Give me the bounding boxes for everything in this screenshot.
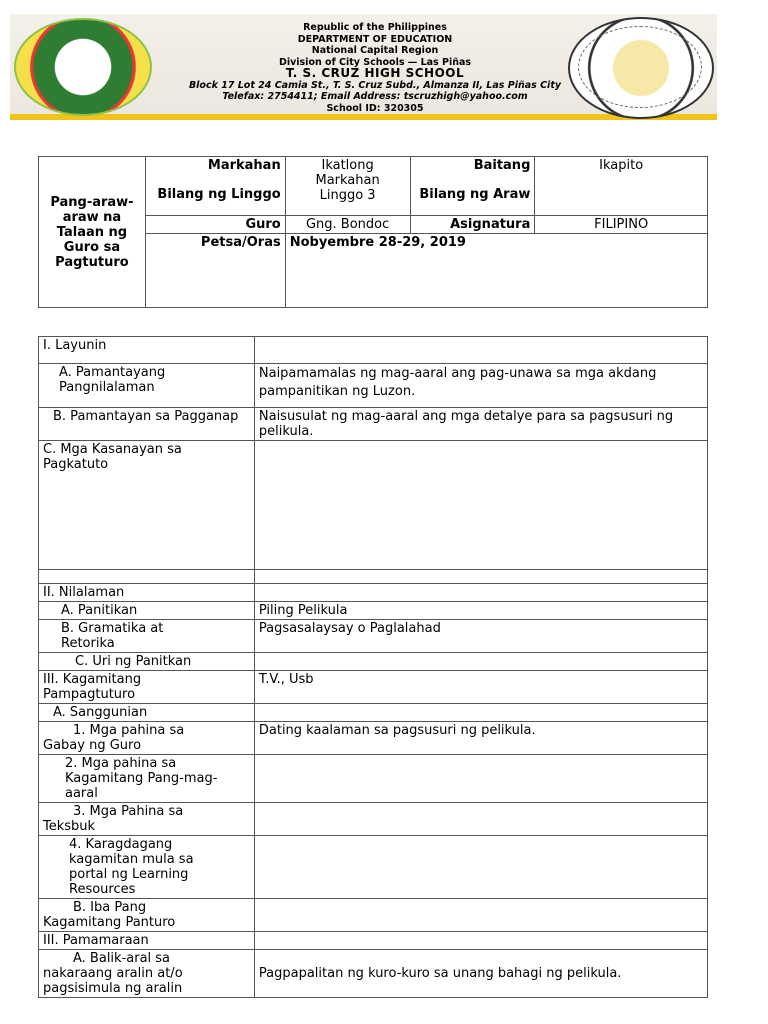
asignatura-label: Asignatura [410,216,535,234]
table-row [39,671,708,704]
row-value: T.V., Usb [254,671,707,704]
header-line-contact: Telefax: 2754411; Email Address: tscruzhigh@yahoo.com [222,91,528,102]
row-label-karagdagang-kagamitan: 4. Karagdagang kagamitan mula sa portal ng Learning Resources [39,836,255,899]
row-value: Naipamamalas ng mag-aaral ang pag-unawa sa mga akdang pampanitikan ng Luzon. [254,364,707,408]
header-text [175,22,575,114]
row-label-panitikan: A. Panitikan [39,602,255,620]
table-row [39,950,708,998]
petsa-label: Petsa/Oras [145,234,285,308]
row-label-pamantayang-pangnilalaman: A. Pamantayang Pangnilalaman [39,364,255,408]
table-row [39,899,708,932]
table-row [39,620,708,653]
row-value [254,653,707,671]
table-row [39,570,708,584]
row-label-nilalaman: II. Nilalaman [39,584,255,602]
baitang-label: Baitang Bilang ng Araw [410,157,535,216]
row-value [254,704,707,722]
row-value [254,836,707,899]
banner-stripe [10,114,717,120]
header-line-division: Division of City Schools — Las Piñas [278,56,472,68]
row-label-balik-aral: A. Balik-aral sa nakaraang aralin at/o pagsisimula ng aralin [39,950,255,998]
row-value [254,803,707,836]
table-row [39,803,708,836]
division-seal-ring [578,26,702,108]
table-row [39,584,708,602]
table-row [39,441,708,570]
row-value [254,932,707,950]
guro-value: Gng. Bondoc [285,216,410,234]
table-row [39,337,708,364]
header-line-school: T. S. CRUZ HIGH SCHOOL [285,66,465,80]
table-row [39,602,708,620]
header-line-republic: Republic of the Philippines [303,22,447,33]
bilang-linggo-value: Linggo 3 [319,188,376,203]
row-label-kagamitang-pampagtuturo: III. Kagamitang Pampagtuturo [39,671,255,704]
row-value: Dating kaalaman sa pagsusuri ng pelikula. [254,722,707,755]
bilang-linggo-label: Bilang ng Linggo [157,187,281,202]
row-label-sanggunian: A. Sanggunian [39,704,255,722]
header-line-region: National Capital Region [311,45,439,56]
row-value: Piling Pelikula [254,602,707,620]
row-label-iba-pang-kagamitan: B. Iba Pang Kagamitang Panturo [39,899,255,932]
row-value [254,337,707,364]
row-label-gramatika: B. Gramatika at Retorika [39,620,255,653]
row-label-gabay-ng-guro: 1. Mga pahina sa Gabay ng Guro [39,722,255,755]
table-row [39,704,708,722]
guro-label: Guro [145,216,285,234]
header-line-school-id: School ID: 320305 [326,102,424,114]
row-value: Pagpapalitan ng kuro-kuro sa unang bahagi ng pelikula. [254,950,707,998]
table-row [39,653,708,671]
row-value [254,570,707,584]
lesson-plan-table [38,336,708,998]
row-label-mga-kasanayan: C. Mga Kasanayan sa Pagkatuto [39,441,255,570]
bilang-araw-label: Bilang ng Araw [419,187,531,202]
row-label-kagamitang-pang-mag-aaral: 2. Mga pahina sa Kagamitang Pang-mag-aaral [39,755,255,803]
markahan-value: Ikatlong Markahan Linggo 3 [285,157,410,216]
row-value [254,899,707,932]
row-value: Naisusulat ng mag-aaral ang mga detalye para sa pagsusuri ng pelikula. [254,408,707,441]
row-label-teksbuk: 3. Mga Pahina sa Teksbuk [39,803,255,836]
markahan-label: Markahan Bilang ng Linggo [145,157,285,216]
row-label-pamantayan-sa-pagganap: B. Pamantayan sa Pagganap [39,408,255,441]
baitang-value: Ikapito [535,157,708,216]
row-label-uri-ng-panitikan: C. Uri ng Panitkan [39,653,255,671]
asignatura-value: FILIPINO [535,216,708,234]
school-logo [14,18,152,116]
table-row [39,836,708,899]
table-row [39,722,708,755]
petsa-value: Nobyembre 28-29, 2019 [285,234,707,308]
row-label-blank [39,570,255,584]
table-row [39,364,708,408]
row-value: Pagsasalaysay o Paglalahad [254,620,707,653]
row-value [254,584,707,602]
row-value [254,441,707,570]
lesson-info-table [38,156,708,308]
header-line-address: Block 17 Lot 24 Camia St., T. S. Cruz Subd., Almanza II, Las Piñas City [188,79,562,91]
row-label-pamamaraan: III. Pamamaraan [39,932,255,950]
form-title: Pang-araw-araw na Talaan ng Guro sa Pagtuturo [39,157,146,308]
table-row [39,408,708,441]
table-row [39,932,708,950]
header-line-deped: DEPARTMENT OF EDUCATION [297,33,453,45]
table-row [39,755,708,803]
row-label-layunin: I. Layunin [39,337,255,364]
row-value [254,755,707,803]
